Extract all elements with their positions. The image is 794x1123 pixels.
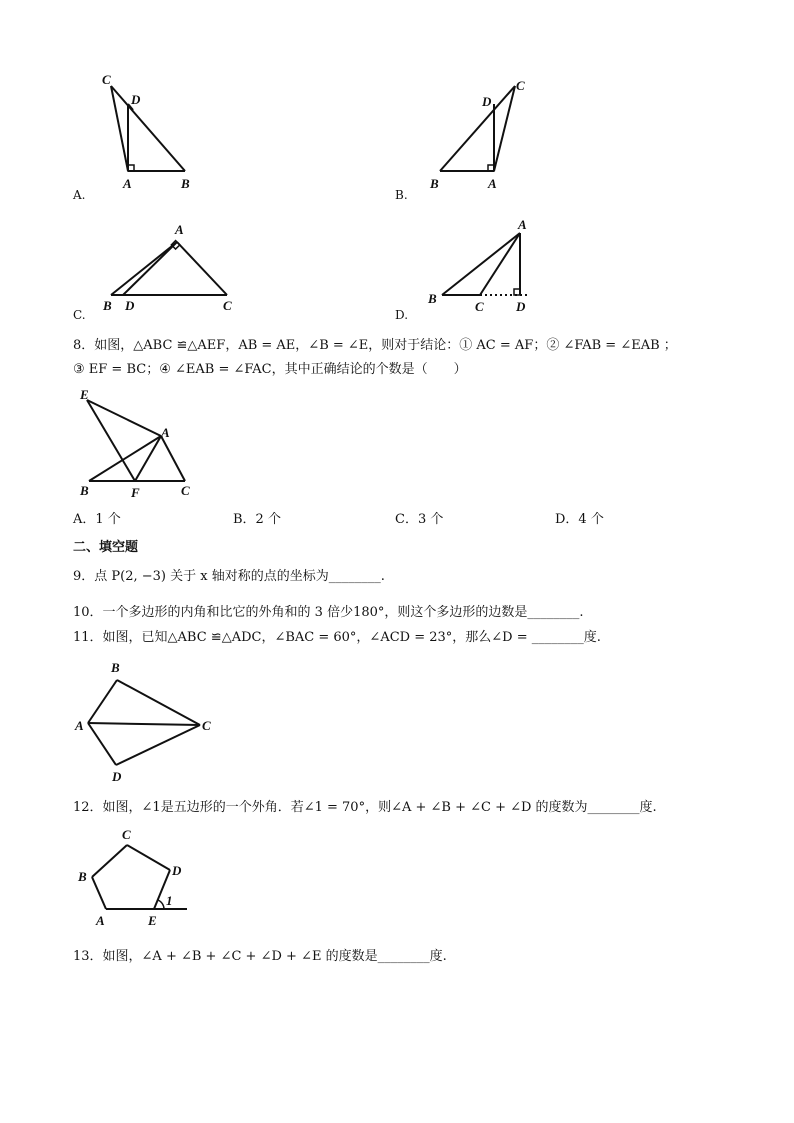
choice-b[interactable]: B．2 个	[233, 512, 281, 527]
point-label: C	[102, 72, 111, 87]
option-a-label: A.	[73, 188, 86, 202]
point-label: B	[80, 483, 89, 498]
question-11: 11．如图，已知△ABC ≌△ADC，∠BAC = 60°，∠ACD = 23°，那么∠D = ________度.	[73, 630, 601, 645]
figure-option-a	[95, 68, 205, 193]
section-heading: 二、填空题	[73, 540, 139, 555]
point-label: B	[111, 660, 120, 675]
figure-question-11	[72, 657, 217, 787]
point-label: B	[430, 176, 439, 191]
point-label: A	[75, 718, 84, 733]
point-label: B	[103, 298, 112, 313]
point-label: D	[172, 863, 182, 878]
point-label: B	[428, 291, 437, 306]
question-8-line-1: 8．如图，△ABC ≌△AEF，AB = AE，∠B = ∠E，则对于结论：① AC = AF；② ∠FAB = ∠EAB ；	[73, 338, 677, 353]
question-12: 12．如图，∠1是五边形的一个外角．若∠1 = 70°，则∠A + ∠B + ∠C + ∠D 的度数为________度.	[73, 800, 657, 815]
figure-option-c	[95, 220, 245, 315]
point-label: A	[518, 217, 527, 232]
point-label: A	[96, 913, 105, 928]
option-c-label: C.	[73, 308, 86, 322]
choice-c[interactable]: C．3 个	[395, 512, 444, 527]
point-label: C	[122, 827, 131, 842]
point-label: D	[112, 769, 122, 784]
choice-d[interactable]: D．4 个	[555, 512, 604, 527]
point-label: D	[482, 94, 492, 109]
figure-question-8	[75, 385, 205, 505]
point-label: C	[475, 299, 484, 314]
point-label: A	[175, 222, 184, 237]
figure-question-12	[72, 825, 202, 935]
angle-label: 1	[166, 893, 173, 908]
point-label: E	[80, 387, 89, 402]
point-label: F	[131, 485, 140, 500]
point-label: D	[131, 92, 141, 107]
point-label: C	[516, 78, 525, 93]
point-label: A	[161, 425, 170, 440]
figure-option-d	[420, 215, 550, 315]
question-9: 9．点 P(2, −3) 关于 x 轴对称的点的坐标为________.	[73, 569, 385, 584]
point-label: C	[223, 298, 232, 313]
point-label: A	[123, 176, 132, 191]
option-d-label: D.	[395, 308, 409, 322]
point-label: D	[125, 298, 135, 313]
question-13: 13．如图，∠A + ∠B + ∠C + ∠D + ∠E 的度数是________度.	[73, 949, 447, 964]
point-label: A	[488, 176, 497, 191]
point-label: B	[78, 869, 87, 884]
question-8-line-2: ③ EF = BC；④ ∠EAB = ∠FAC，其中正确结论的个数是（ ）	[73, 362, 467, 377]
figure-option-b	[420, 72, 540, 197]
choice-a[interactable]: A．1 个	[73, 512, 121, 527]
point-label: C	[202, 718, 211, 733]
point-label: E	[148, 913, 157, 928]
point-label: D	[516, 299, 526, 314]
point-label: B	[181, 176, 190, 191]
point-label: C	[181, 483, 190, 498]
question-10: 10．一个多边形的内角和比它的外角和的 3 倍少180°，则这个多边形的边数是________.	[73, 605, 584, 620]
option-b-label: B.	[395, 188, 408, 202]
